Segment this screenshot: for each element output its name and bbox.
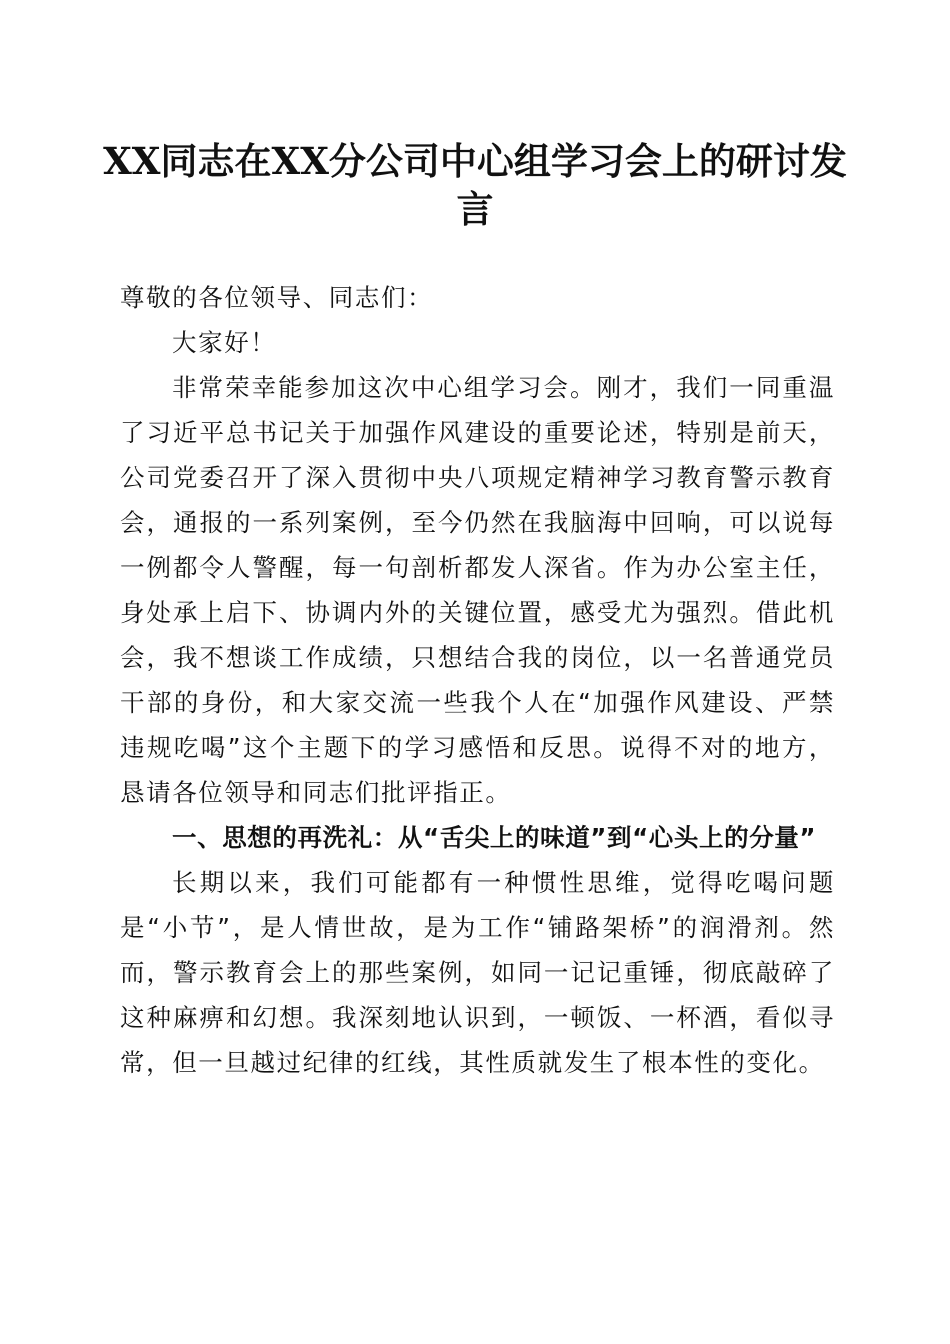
document-title: XX同志在XX分公司中心组学习会上的研讨发言	[103, 139, 847, 231]
document-body	[120, 275, 835, 1085]
salutation: 尊敬的各位领导、同志们：	[120, 283, 434, 312]
intro-paragraph: 非常荣幸能参加这次中心组学习会。刚才，我们一同重温了习近平总书记关于加强作风建设的重要论述，特别是前天，公司党委召开了深入贯彻中央八项规定精神学习教育警示教育会，通报的一系列案例，至今仍然在我脑海中回响，可以说每一例都令人警醒，每一句剖析都发人深省。作为办公室主任，身处承上启下、协调内外的关键位置，感受尤为强烈。借此机会，我不想谈工作成绩，只想结合我的岗位，以一名普通党员干部的身份，和大家交流一些我个人在“加强作风建设、严禁违规吃喝”这个主题下的学习感悟和反思。说得不对的地方，恳请各位领导和同志们批评指正。	[120, 373, 835, 807]
section-one-paragraph: 长期以来，我们可能都有一种惯性思维，觉得吃喝问题是“小节”，是人情世故，是为工作“铺路架桥”的润滑剂。然而，警示教育会上的那些案例，如同一记记重锤，彻底敲碎了这种麻痹和幻想。我深刻地认识到，一顿饭、一杯酒，看似寻常，但一旦越过纪律的红线，其性质就发生了根本性的变化。	[120, 868, 835, 1077]
greeting: 大家好！	[172, 328, 277, 357]
section-one-heading: 一、思想的再洗礼：从“舌尖上的味道”到“心头上的分量”	[172, 823, 817, 852]
